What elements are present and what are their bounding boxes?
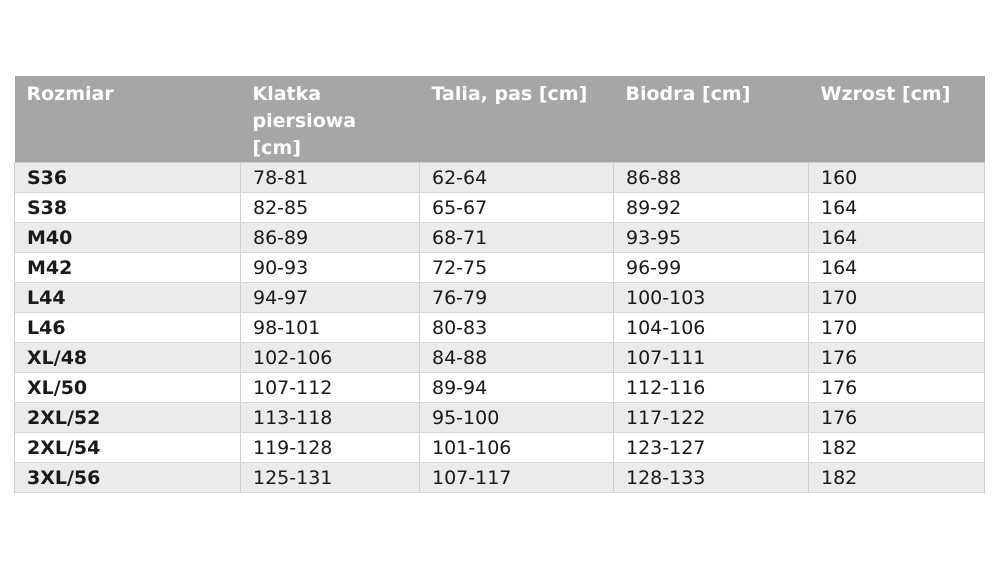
- table-row: [15, 463, 985, 493]
- cell-size: L44: [15, 283, 241, 313]
- cell-size: XL/48: [15, 343, 241, 373]
- cell-waist: 68-71: [420, 223, 614, 253]
- cell-waist: 84-88: [420, 343, 614, 373]
- cell-hips: 123-127: [614, 433, 809, 463]
- table-row: [15, 313, 985, 343]
- cell-height: 160: [809, 163, 985, 193]
- cell-chest: 125-131: [241, 463, 420, 493]
- cell-size: XL/50: [15, 373, 241, 403]
- cell-size: S36: [15, 163, 241, 193]
- cell-hips: 107-111: [614, 343, 809, 373]
- table-row: [15, 403, 985, 433]
- cell-hips: 89-92: [614, 193, 809, 223]
- cell-height: 176: [809, 403, 985, 433]
- table-row: [15, 193, 985, 223]
- table-row: [15, 253, 985, 283]
- cell-size: 3XL/56: [15, 463, 241, 493]
- header-hips: Biodra [cm]: [614, 76, 809, 163]
- table-row: [15, 343, 985, 373]
- cell-waist: 101-106: [420, 433, 614, 463]
- cell-chest: 113-118: [241, 403, 420, 433]
- cell-hips: 100-103: [614, 283, 809, 313]
- cell-hips: 104-106: [614, 313, 809, 343]
- cell-chest: 90-93: [241, 253, 420, 283]
- cell-waist: 107-117: [420, 463, 614, 493]
- cell-height: 176: [809, 343, 985, 373]
- size-chart-table: [14, 76, 985, 493]
- table-row: [15, 373, 985, 403]
- cell-height: 164: [809, 253, 985, 283]
- cell-hips: 86-88: [614, 163, 809, 193]
- cell-chest: 82-85: [241, 193, 420, 223]
- cell-height: 170: [809, 313, 985, 343]
- cell-hips: 128-133: [614, 463, 809, 493]
- table-row: [15, 163, 985, 193]
- cell-hips: 112-116: [614, 373, 809, 403]
- cell-size: 2XL/52: [15, 403, 241, 433]
- cell-chest: 94-97: [241, 283, 420, 313]
- cell-waist: 89-94: [420, 373, 614, 403]
- cell-chest: 102-106: [241, 343, 420, 373]
- cell-waist: 95-100: [420, 403, 614, 433]
- cell-waist: 76-79: [420, 283, 614, 313]
- cell-chest: 119-128: [241, 433, 420, 463]
- header-row: [15, 76, 985, 163]
- cell-size: M40: [15, 223, 241, 253]
- cell-height: 170: [809, 283, 985, 313]
- cell-chest: 86-89: [241, 223, 420, 253]
- cell-hips: 96-99: [614, 253, 809, 283]
- header-waist: Talia, pas [cm]: [420, 76, 614, 163]
- cell-height: 182: [809, 433, 985, 463]
- cell-chest: 107-112: [241, 373, 420, 403]
- cell-size: 2XL/54: [15, 433, 241, 463]
- cell-chest: 98-101: [241, 313, 420, 343]
- header-size: Rozmiar: [15, 76, 241, 163]
- table-row: [15, 223, 985, 253]
- cell-waist: 65-67: [420, 193, 614, 223]
- table-header: [15, 76, 985, 163]
- table-body: [15, 163, 985, 493]
- cell-hips: 93-95: [614, 223, 809, 253]
- cell-size: M42: [15, 253, 241, 283]
- cell-height: 164: [809, 223, 985, 253]
- cell-waist: 72-75: [420, 253, 614, 283]
- cell-height: 176: [809, 373, 985, 403]
- cell-chest: 78-81: [241, 163, 420, 193]
- cell-height: 164: [809, 193, 985, 223]
- cell-waist: 80-83: [420, 313, 614, 343]
- cell-waist: 62-64: [420, 163, 614, 193]
- header-chest: Klatka piersiowa [cm]: [241, 76, 420, 163]
- cell-height: 182: [809, 463, 985, 493]
- cell-hips: 117-122: [614, 403, 809, 433]
- table-row: [15, 433, 985, 463]
- cell-size: L46: [15, 313, 241, 343]
- table-row: [15, 283, 985, 313]
- cell-size: S38: [15, 193, 241, 223]
- header-height: Wzrost [cm]: [809, 76, 985, 163]
